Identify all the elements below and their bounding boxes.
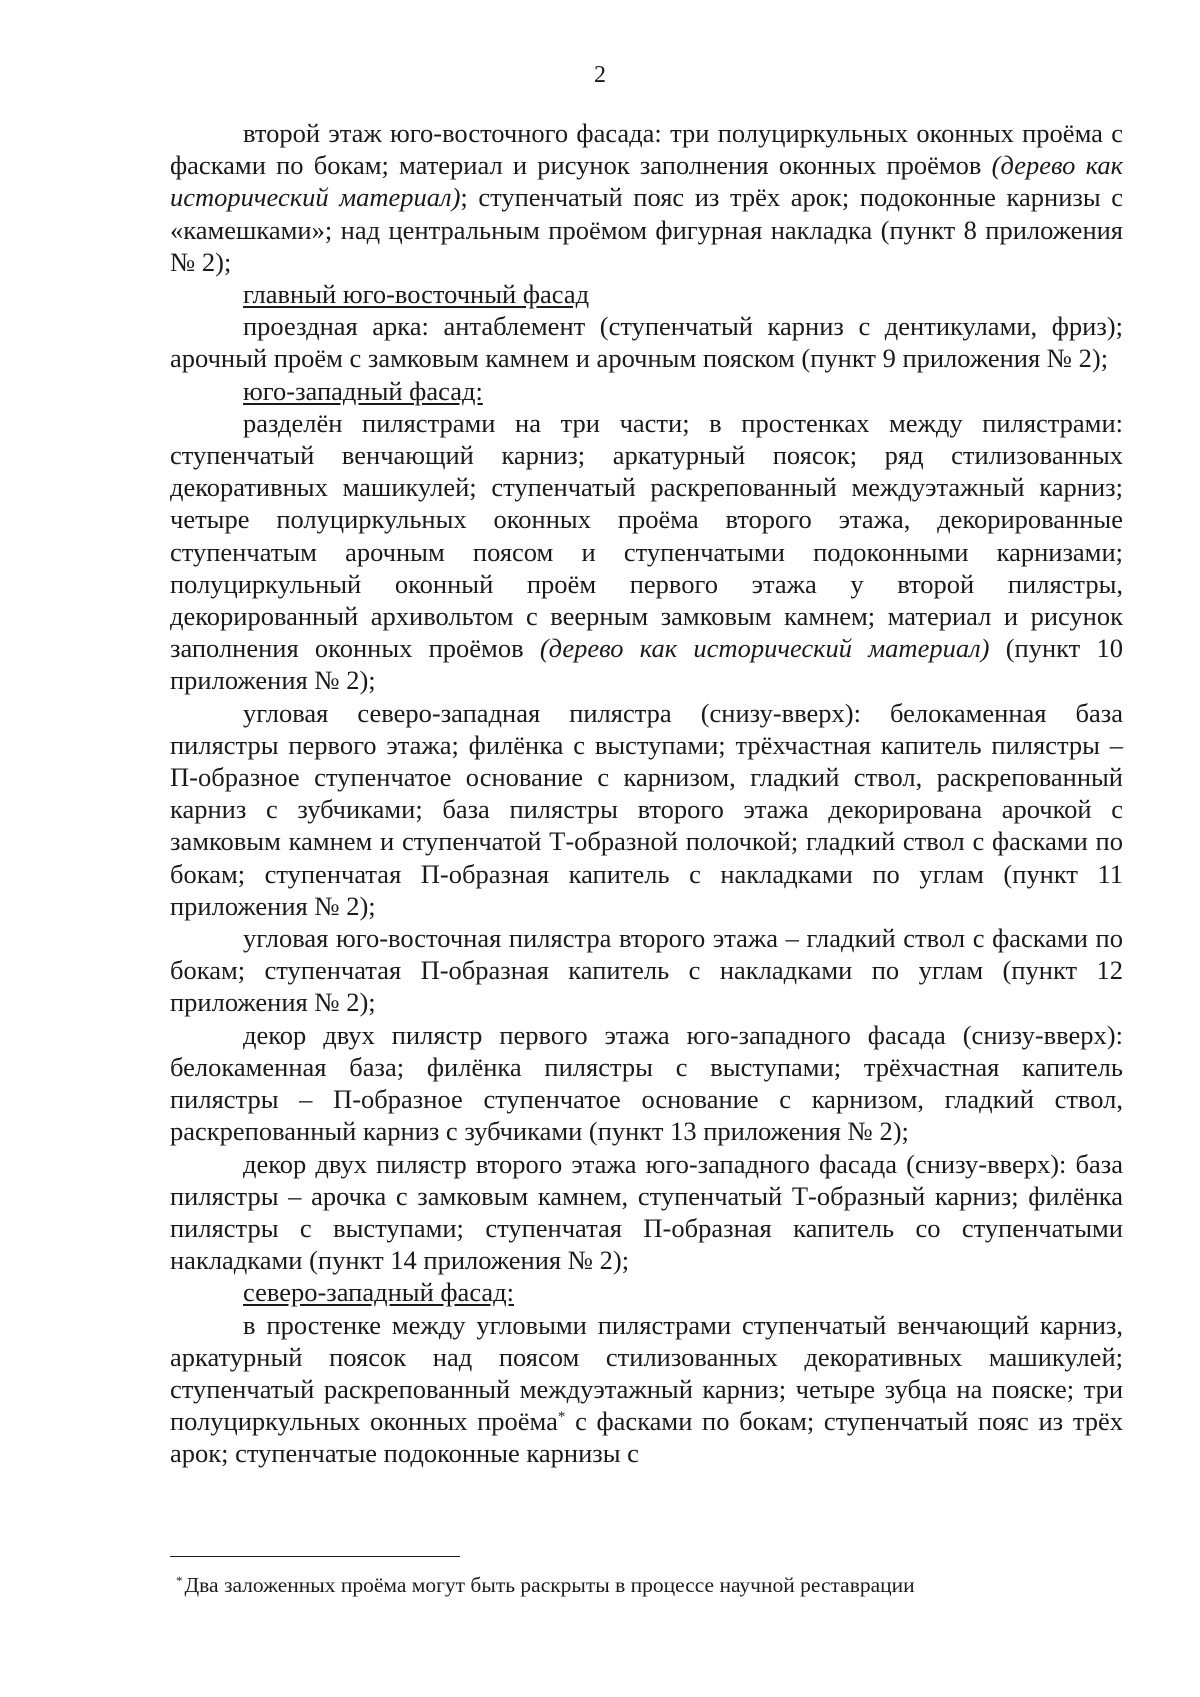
body-paragraph bbox=[170, 697, 1123, 922]
body-paragraph bbox=[170, 1019, 1123, 1148]
section-heading: северо-западный фасад: bbox=[243, 1277, 515, 1308]
body-paragraph bbox=[170, 1309, 1123, 1470]
italic-text: (дерево как исторический материал) bbox=[170, 150, 1123, 213]
section-heading: юго-западный фасад: bbox=[243, 375, 483, 406]
paragraph-text: (пункт 10 приложения № 2); bbox=[170, 633, 1123, 696]
section-heading: главный юго-восточный фасад bbox=[243, 279, 590, 310]
paragraph-text: с фасками по бокам; ступенчатый пояс из трёх арок; ступенчатые подоконные карнизы с bbox=[170, 1406, 1123, 1469]
paragraph-text: второй этаж юго-восточного фасада: три полуциркульных оконных проёма с фасками по бокам; материал и рисунок заполнения оконных проёмов bbox=[170, 118, 1123, 181]
paragraph-text: угловая северо-западная пилястра (снизу-вверх): белокаменная база пилястры первого этажа; филёнка с выступами; трёхчастная капитель пилястры – П-образное ступенчатое основание с карнизом, гладкий ствол, раскрепованный карниз с зубчиками; база пилястры второго этажа декорирована арочкой с замковым камнем и ступенчатой Т-образной полочкой; гладкий ствол с фасками по бокам; ступенчатая П-образная капитель с накладками по углам (пункт 11 приложения № 2); bbox=[170, 697, 1123, 921]
italic-text: (дерево как исторический материал) bbox=[539, 633, 990, 664]
paragraph-text: разделён пилястрами на три части; в простенках между пилястрами: ступенчатый венчающий карниз; аркатурный поясок; ряд стилизованных декоративных машикулей; ступенчатый раскрепованный междуэтажный карниз; четыре полуциркульных оконных проёма второго этажа, декорированные ступенчатым арочным поясом и ступенчатыми подоконными карнизами; полуциркульный оконный проём первого этажа у второй пилястры, декорированный архивольтом с веерным замковым камнем; материал и рисунок заполнения оконных проёмов bbox=[170, 407, 1123, 664]
footnote-text: Два заложенных проёма могут быть раскрыты в процессе научной реставрации bbox=[184, 1573, 915, 1597]
paragraph-text: декор двух пилястр первого этажа юго-западного фасада (снизу-вверх): белокаменная база; филёнка пилястры с выступами; трёхчастная капитель пилястры – П-образное ступенчатое основание с карнизом, гладкий ствол, раскрепованный карниз с зубчиками (пункт 13 приложения № 2); bbox=[170, 1019, 1123, 1147]
paragraph-text: декор двух пилястр второго этажа юго-западного фасада (снизу-вверх): база пилястры – арочка с замковым камнем, ступенчатый Т-образный карниз; филёнка пилястры с выступами; ступенчатая П-образная капитель со ступенчатыми накладками (пункт 14 приложения № 2); bbox=[170, 1148, 1123, 1276]
body-paragraph bbox=[170, 117, 1123, 278]
paragraph-text: ; ступенчатый пояс из трёх арок; подоконные карнизы с «камешками»; над центральным проёмом фигурная накладка (пункт 8 приложения № 2); bbox=[170, 182, 1124, 277]
body-paragraph bbox=[170, 310, 1123, 374]
body-paragraph bbox=[170, 407, 1123, 697]
body-text bbox=[170, 117, 1123, 1470]
body-paragraph bbox=[170, 922, 1123, 1019]
footnote-reference: * bbox=[557, 1409, 566, 1426]
paragraph-text: в простенке между угловыми пилястрами ступенчатый венчающий карниз, аркатурный поясок над поясом стилизованных декоративных машикулей; ступенчатый раскрепованный междуэтажный карниз; четыре зубца на пояске; три полуциркульных оконных проёма bbox=[170, 1309, 1123, 1437]
page-number: 2 bbox=[594, 62, 606, 88]
footnote-marker: * bbox=[176, 1573, 183, 1588]
paragraph-text: проездная арка: антаблемент (ступенчатый карниз с дентикулами, фриз); арочный проём с замковым камнем и арочным пояском (пункт 9 приложения № 2); bbox=[170, 311, 1123, 374]
body-paragraph bbox=[170, 1148, 1123, 1277]
footnote bbox=[176, 1572, 1076, 1598]
paragraph-text: угловая юго-восточная пилястра второго этажа – гладкий ствол с фасками по бокам; ступенчатая П-образная капитель с накладками по углам (пункт 12 приложения № 2); bbox=[170, 923, 1123, 1018]
footnote-separator bbox=[170, 1556, 460, 1557]
